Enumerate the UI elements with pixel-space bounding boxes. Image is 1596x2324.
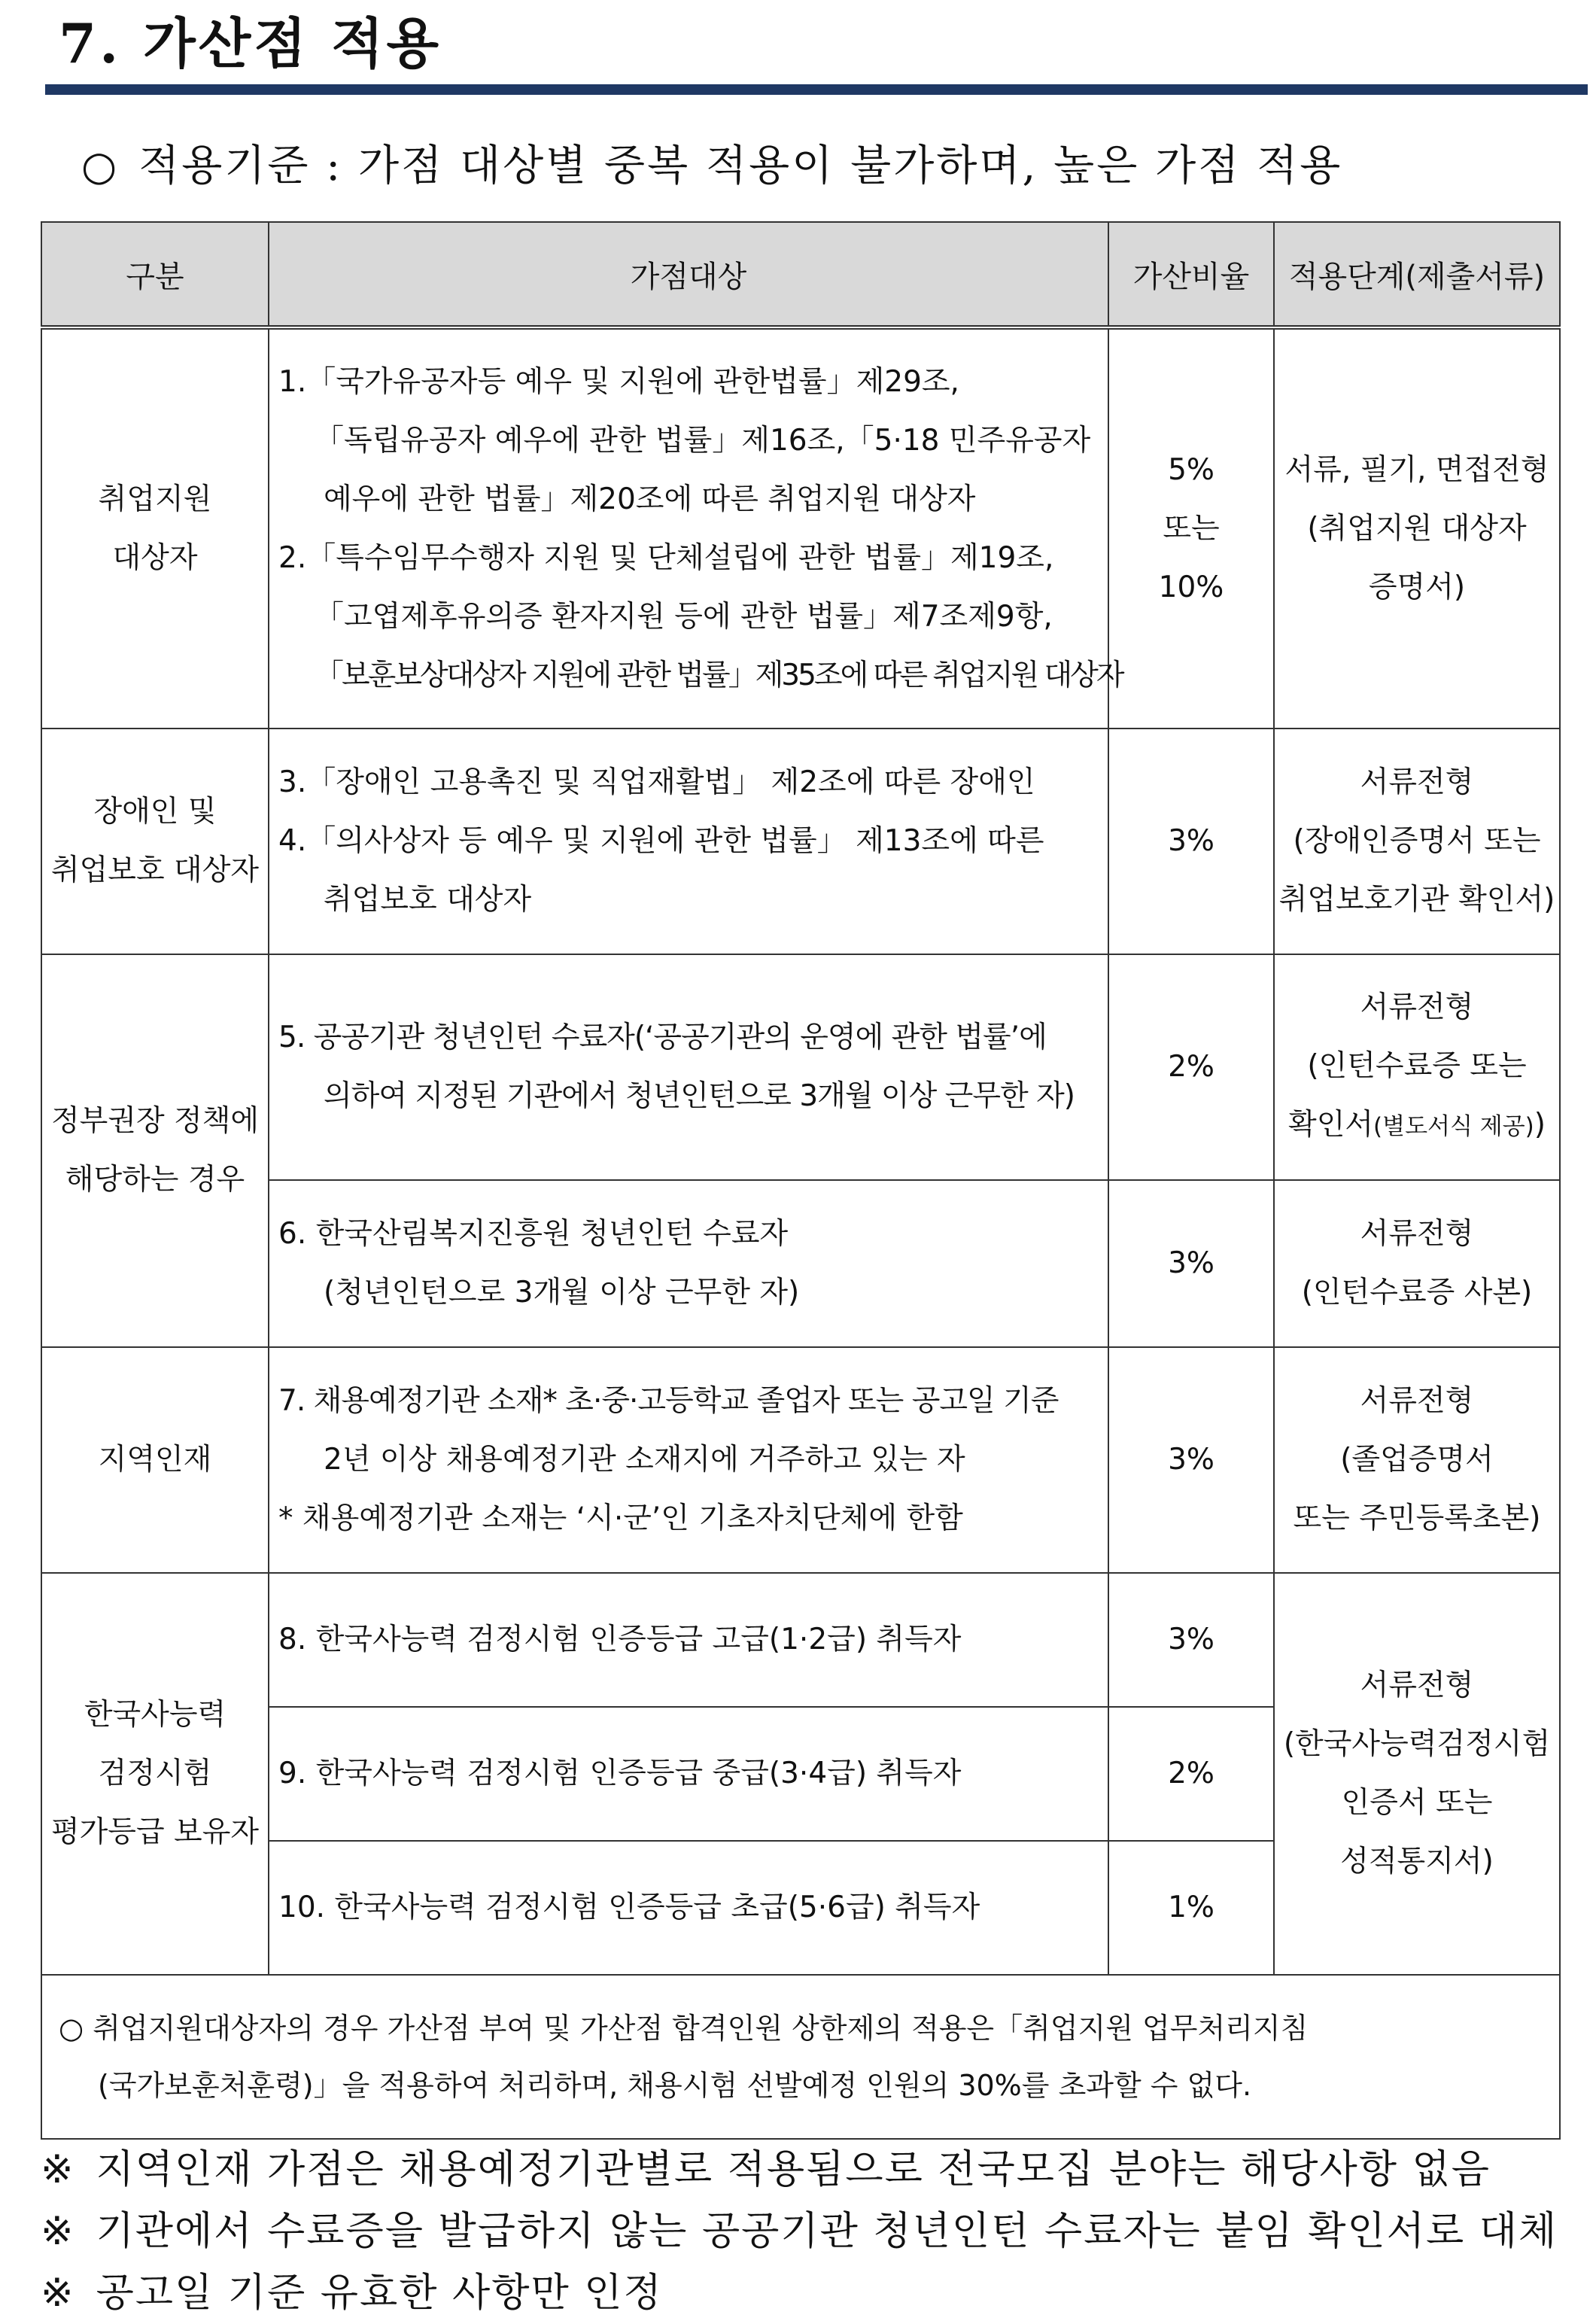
stage-cell: 서류전형 (졸업증명서 또는 주민등록초본) — [1274, 1347, 1560, 1573]
reference-mark-icon: ※ — [41, 2271, 75, 2316]
target-cell: 1.「국가유공자등 예우 및 지원에 관한법률」제29조, 「독립유공자 예우에 관한 법률」제16조,「5·18 민주유공자 예우에 관한 법률」제20조에 따른 취업지원 대상자 2.「특수임무수행자 지원 및 단체설립에 관한 법률」제19조, 「고엽제후유의증 환자지원 등에 관한 법률」제7조제9항, 「보훈보상대상자 지원에 관한 법률」제35조에 따른 취업지원 대상자 — [269, 327, 1108, 729]
header-target: 가점대상 — [269, 222, 1108, 327]
header-rate: 가산비율 — [1108, 222, 1274, 327]
category-cell: 취업지원 대상자 — [41, 327, 269, 729]
table-row — [41, 954, 1560, 1180]
table-row — [41, 729, 1560, 954]
rate-cell: 2% — [1108, 1707, 1274, 1841]
bonus-points-table — [41, 221, 1561, 2140]
criteria-line — [81, 132, 1342, 200]
bullet-circle-icon: ○ — [81, 142, 120, 190]
table-header-row — [41, 222, 1560, 327]
stage-cell: 서류전형 (인턴수료증 사본) — [1274, 1180, 1560, 1347]
target-cell: 6. 한국산림복지진흥원 청년인턴 수료자 (청년인턴으로 3개월 이상 근무한 자) — [269, 1180, 1108, 1347]
footer-note: ※ 공고일 기준 유효한 사항만 인정 — [41, 2271, 663, 2316]
target-cell: 10. 한국사능력 검정시험 인증등급 초급(5·6급) 취득자 — [269, 1841, 1108, 1975]
section-title: 7. 가산점 적용 — [59, 11, 442, 75]
table-row — [41, 327, 1560, 729]
target-cell: 7. 채용예정기관 소재* 초·중·고등학교 졸업자 또는 공고일 기준 2년 이상 채용예정기관 소재지에 거주하고 있는 자 * 채용예정기관 소재는 ‘시·군’인 기초자치단체에 한함 — [269, 1347, 1108, 1573]
footer-note: ※ 지역인재 가점은 채용예정기관별로 적용됨으로 전국모집 분야는 해당사항 없음 — [41, 2147, 1491, 2192]
rate-cell: 3% — [1108, 729, 1274, 954]
rate-cell: 2% — [1108, 954, 1274, 1180]
table-row — [41, 1347, 1560, 1573]
rate-cell: 3% — [1108, 1347, 1274, 1573]
note-cell: ○ 취업지원대상자의 경우 가산점 부여 및 가산점 합격인원 상한제의 적용은「취업지원 업무처리지침 (국가보훈처훈령)」을 적용하여 처리하며, 채용시험 선발예정 인원의 30%를 초과할 수 없다. — [41, 1975, 1560, 2139]
stage-cell: 서류, 필기, 면접전형 (취업지원 대상자 증명서) — [1274, 327, 1560, 729]
note-row — [41, 1975, 1560, 2139]
criteria-text: 적용기준 : 가점 대상별 중복 적용이 불가하며, 높은 가점 적용 — [138, 141, 1343, 190]
stage-cell: 서류전형 (인턴수료증 또는 확인서(별도서식 제공)) — [1274, 954, 1560, 1180]
rate-cell: 3% — [1108, 1573, 1274, 1707]
rate-cell: 3% — [1108, 1180, 1274, 1347]
target-cell: 3.「장애인 고용촉진 및 직업재활법」 제2조에 따른 장애인 4.「의사상자 등 예우 및 지원에 관한 법률」 제13조에 따른 취업보호 대상자 — [269, 729, 1108, 954]
table-row — [41, 1573, 1560, 1707]
footer-note: ※ 기관에서 수료증을 발급하지 않는 공공기관 청년인턴 수료자는 붙임 확인서로 대체 — [41, 2209, 1558, 2254]
category-cell: 한국사능력 검정시험 평가등급 보유자 — [41, 1573, 269, 1975]
target-cell: 5. 공공기관 청년인턴 수료자(‘공공기관의 운영에 관한 법률’에 의하여 지정된 기관에서 청년인턴으로 3개월 이상 근무한 자) — [269, 954, 1108, 1180]
category-cell: 장애인 및 취업보호 대상자 — [41, 729, 269, 954]
reference-mark-icon: ※ — [41, 2209, 75, 2254]
footer-notes — [41, 2139, 1558, 2324]
target-cell: 8. 한국사능력 검정시험 인증등급 고급(1·2급) 취득자 — [269, 1573, 1108, 1707]
table-row — [41, 1180, 1560, 1347]
category-cell: 정부권장 정책에 해당하는 경우 — [41, 954, 269, 1347]
stage-cell: 서류전형 (한국사능력검정시험 인증서 또는 성적통지서) — [1274, 1573, 1560, 1975]
rate-cell: 5% 또는 10% — [1108, 327, 1274, 729]
stage-cell: 서류전형 (장애인증명서 또는 취업보호기관 확인서) — [1274, 729, 1560, 954]
rate-cell: 1% — [1108, 1841, 1274, 1975]
reference-mark-icon: ※ — [41, 2147, 75, 2192]
title-underline — [45, 84, 1588, 95]
header-category: 구분 — [41, 222, 269, 327]
target-cell: 9. 한국사능력 검정시험 인증등급 중급(3·4급) 취득자 — [269, 1707, 1108, 1841]
category-cell: 지역인재 — [41, 1347, 269, 1573]
header-stage: 적용단계(제출서류) — [1274, 222, 1560, 327]
